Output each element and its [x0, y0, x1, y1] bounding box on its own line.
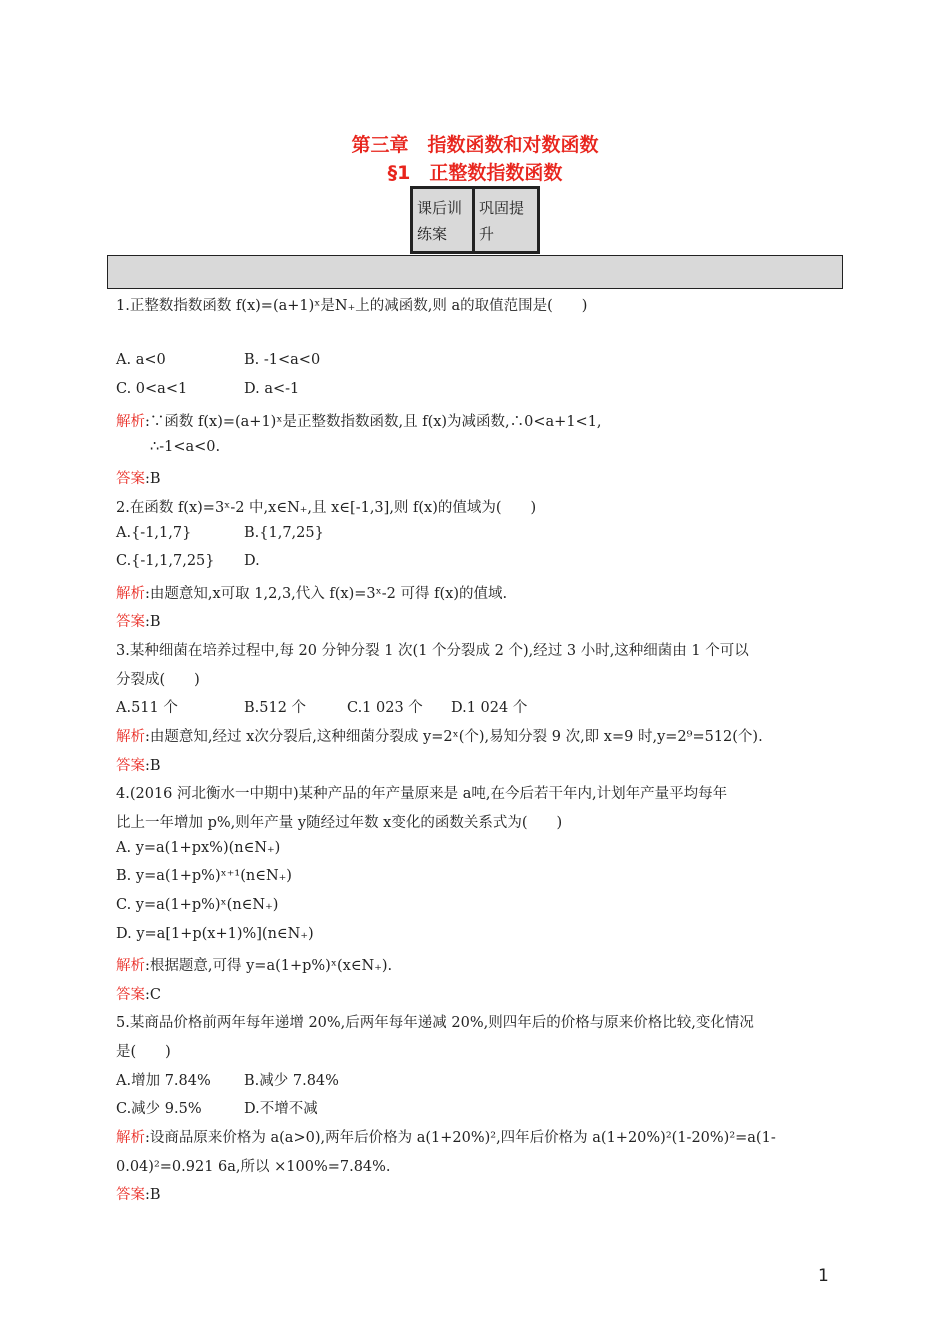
tab-box — [410, 186, 540, 254]
tab-left-line1: 课后训 — [417, 199, 463, 217]
chapter-title: 第三章 指数函数和对数函数 — [351, 134, 599, 156]
q4-answer — [116, 983, 161, 1004]
q3-option-c: C.1 023 个 — [347, 700, 423, 716]
tab-right-line1: 巩固提 — [479, 199, 525, 217]
question-5-stem: 5.某商品价格前两年每年递增 20%,后两年每年递减 20%,则四年后的价格与原来价格比较,变化情况 — [116, 1015, 754, 1031]
question-5-stem-line2: 是( ) — [116, 1044, 171, 1060]
q3-answer — [116, 754, 161, 775]
tab-right-line2: 升 — [479, 225, 495, 243]
q5-analysis-line2: 0.04)²=0.921 6a,所以 ×100%=7.84%. — [116, 1159, 391, 1175]
q4-option-d: D. y=a[1+p(x+1)%](n∈N₊) — [116, 926, 314, 942]
q3-option-b: B.512 个 — [244, 700, 307, 716]
q1-analysis-line2: ∴-1<a<0. — [150, 439, 221, 455]
answer-text: :C — [145, 987, 161, 1003]
q4-option-b: B. y=a(1+p%)ˣ⁺¹(n∈N₊) — [116, 868, 292, 884]
section-bar — [107, 255, 843, 289]
q1-analysis — [116, 410, 602, 431]
question-2-stem: 2.在函数 f(x)=3ˣ-2 中,x∈N₊,且 x∈[-1,3],则 f(x)的值域为( ) — [116, 500, 537, 516]
question-3-stem: 3.某种细菌在培养过程中,每 20 分钟分裂 1 次(1 个分裂成 2 个),经过 3 小时,这种细菌由 1 个可以 — [116, 643, 749, 659]
q1-option-d: D. a<-1 — [244, 381, 300, 397]
q1-option-b: B. -1<a<0 — [244, 352, 321, 368]
analysis-text: :根据题意,可得 y=a(1+p%)ˣ(x∈N₊). — [145, 958, 393, 974]
q4-option-a: A. y=a(1+px%)(n∈N₊) — [116, 840, 281, 856]
analysis-text: :∵函数 f(x)=(a+1)ˣ是正整数指数函数,且 f(x)为减函数,∴0<a+1<1, — [145, 414, 602, 430]
tab-after-class-training[interactable] — [413, 189, 475, 251]
answer-text: :B — [145, 1187, 161, 1203]
tab-left-line2: 练案 — [417, 225, 448, 243]
analysis-label: 解析 — [116, 414, 145, 430]
analysis-text: :由题意知,x可取 1,2,3,代入 f(x)=3ˣ-2 可得 f(x)的值域. — [145, 586, 508, 602]
q3-analysis — [116, 725, 763, 746]
q2-option-c: C.{-1,1,7,25} — [116, 553, 215, 569]
answer-label: 答案 — [116, 758, 145, 774]
page-number: 1 — [818, 1266, 829, 1286]
question-4-stem-line2: 比上一年增加 p%,则年产量 y随经过年数 x变化的函数关系式为( ) — [116, 815, 563, 831]
q5-option-b: B.减少 7.84% — [244, 1073, 339, 1089]
analysis-label: 解析 — [116, 586, 145, 602]
q5-answer — [116, 1183, 161, 1204]
q5-option-a: A.增加 7.84% — [116, 1073, 211, 1089]
tab-consolidation[interactable] — [475, 189, 537, 251]
analysis-label: 解析 — [116, 1130, 145, 1146]
answer-label: 答案 — [116, 471, 145, 487]
q5-option-c: C.减少 9.5% — [116, 1101, 202, 1117]
q5-option-d: D.不增不减 — [244, 1101, 318, 1117]
q2-analysis — [116, 582, 507, 603]
q1-option-a: A. a<0 — [116, 352, 166, 368]
analysis-text: :设商品原来价格为 a(a>0),两年后价格为 a(1+20%)²,四年后价格为 a(1+20%)²(1-20%)²=a(1- — [145, 1130, 776, 1146]
q2-answer — [116, 610, 161, 631]
section-title: §1 正整数指数函数 — [387, 162, 563, 184]
analysis-label: 解析 — [116, 958, 145, 974]
answer-text: :B — [145, 614, 161, 630]
q4-analysis — [116, 954, 392, 975]
answer-label: 答案 — [116, 987, 145, 1003]
q1-answer — [116, 467, 161, 488]
answer-text: :B — [145, 471, 161, 487]
q2-option-a: A.{-1,1,7} — [116, 525, 192, 541]
q3-option-a: A.511 个 — [116, 700, 178, 716]
answer-text: :B — [145, 758, 161, 774]
analysis-label: 解析 — [116, 729, 145, 745]
answer-label: 答案 — [116, 614, 145, 630]
question-3-stem-line2: 分裂成( ) — [116, 672, 200, 688]
question-4-stem: 4.(2016 河北衡水一中期中)某种产品的年产量原来是 a吨,在今后若干年内,计划年产量平均每年 — [116, 786, 728, 802]
question-1-stem: 1.正整数指数函数 f(x)=(a+1)ˣ是N₊上的减函数,则 a的取值范围是( ) — [116, 298, 588, 314]
q5-analysis — [116, 1126, 776, 1147]
q2-option-b: B.{1,7,25} — [244, 525, 324, 541]
analysis-text: :由题意知,经过 x次分裂后,这种细菌分裂成 y=2ˣ(个),易知分裂 9 次,即 x=9 时,y=2⁹=512(个). — [145, 729, 763, 745]
q2-option-d: D. — [244, 553, 260, 569]
q4-option-c: C. y=a(1+p%)ˣ(n∈N₊) — [116, 897, 279, 913]
answer-label: 答案 — [116, 1187, 145, 1203]
q1-option-c: C. 0<a<1 — [116, 381, 188, 397]
q3-option-d: D.1 024 个 — [451, 700, 528, 716]
